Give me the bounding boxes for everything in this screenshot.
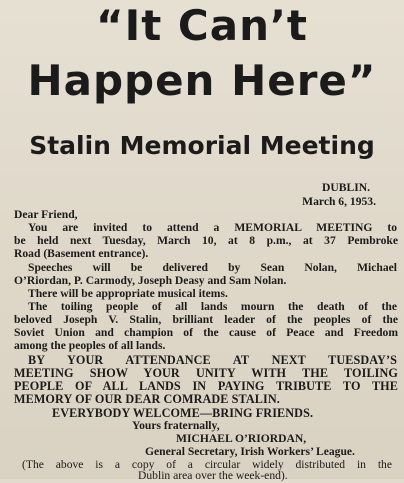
paragraph-2-line-2: O’Riordan, P. Carmody, Joseph Deasy and Sam Nolan. — [14, 274, 287, 287]
appeal-line-4: MEMORY OF OUR DEAR COMRADE STALIN. — [14, 392, 280, 406]
paragraph-4-line-3: Soviet Union and champion of the cause of Peace and Freedom — [14, 326, 398, 339]
dateline-place: DUBLIN. — [322, 181, 370, 194]
paragraph-2-line-1: Speeches will be delivered by Sean Nolan, Michael — [28, 261, 397, 274]
paragraph-1-line-1: You are invited to attend a MEMORIAL MEETING to — [28, 221, 397, 234]
subtitle: Stalin Memorial Meeting — [29, 131, 375, 160]
headline-line-1: “It Can’t — [95, 1, 309, 50]
note-line-1: (The above is a copy of a circular widely distributed in the — [22, 458, 392, 471]
signer-title: General Secretary, Irish Workers’ League. — [145, 445, 355, 458]
salutation: Dear Friend, — [14, 208, 78, 221]
paragraph-1-line-3: Road (Basement entrance). — [14, 247, 149, 260]
headline-line-2: Happen Here” — [27, 56, 377, 105]
welcome-line: EVERYBODY WELCOME—BRING FRIENDS. — [52, 406, 314, 420]
note-line-2: Dublin area over the week-end). — [138, 469, 288, 482]
paragraph-4-line-2: beloved Joseph V. Stalin, brilliant leader of the peoples of the — [14, 313, 398, 326]
dateline-date: March 6, 1953. — [302, 195, 376, 208]
appeal-line-2: MEETING SHOW YOUR UNITY WITH THE TOILING — [14, 366, 398, 380]
appeal-line-3: PEOPLE OF ALL LANDS IN PAYING TRIBUTE TO THE — [14, 379, 398, 393]
paragraph-4-line-4: among the peoples of all lands. — [14, 339, 166, 352]
signer-name: MICHAEL O’RIORDAN, — [176, 432, 307, 445]
paragraph-3: There will be appropriate musical items. — [28, 287, 228, 300]
closing: Yours fraternally, — [132, 419, 220, 432]
appeal-line-1: BY YOUR ATTENDANCE AT NEXT TUESDAY’S — [28, 353, 397, 367]
paragraph-4-line-1: The toiling people of all lands mourn the death of the — [28, 300, 397, 313]
paragraph-1-line-2: be held next Tuesday, March 10, at 8 p.m., at 37 Pembroke — [14, 234, 398, 247]
